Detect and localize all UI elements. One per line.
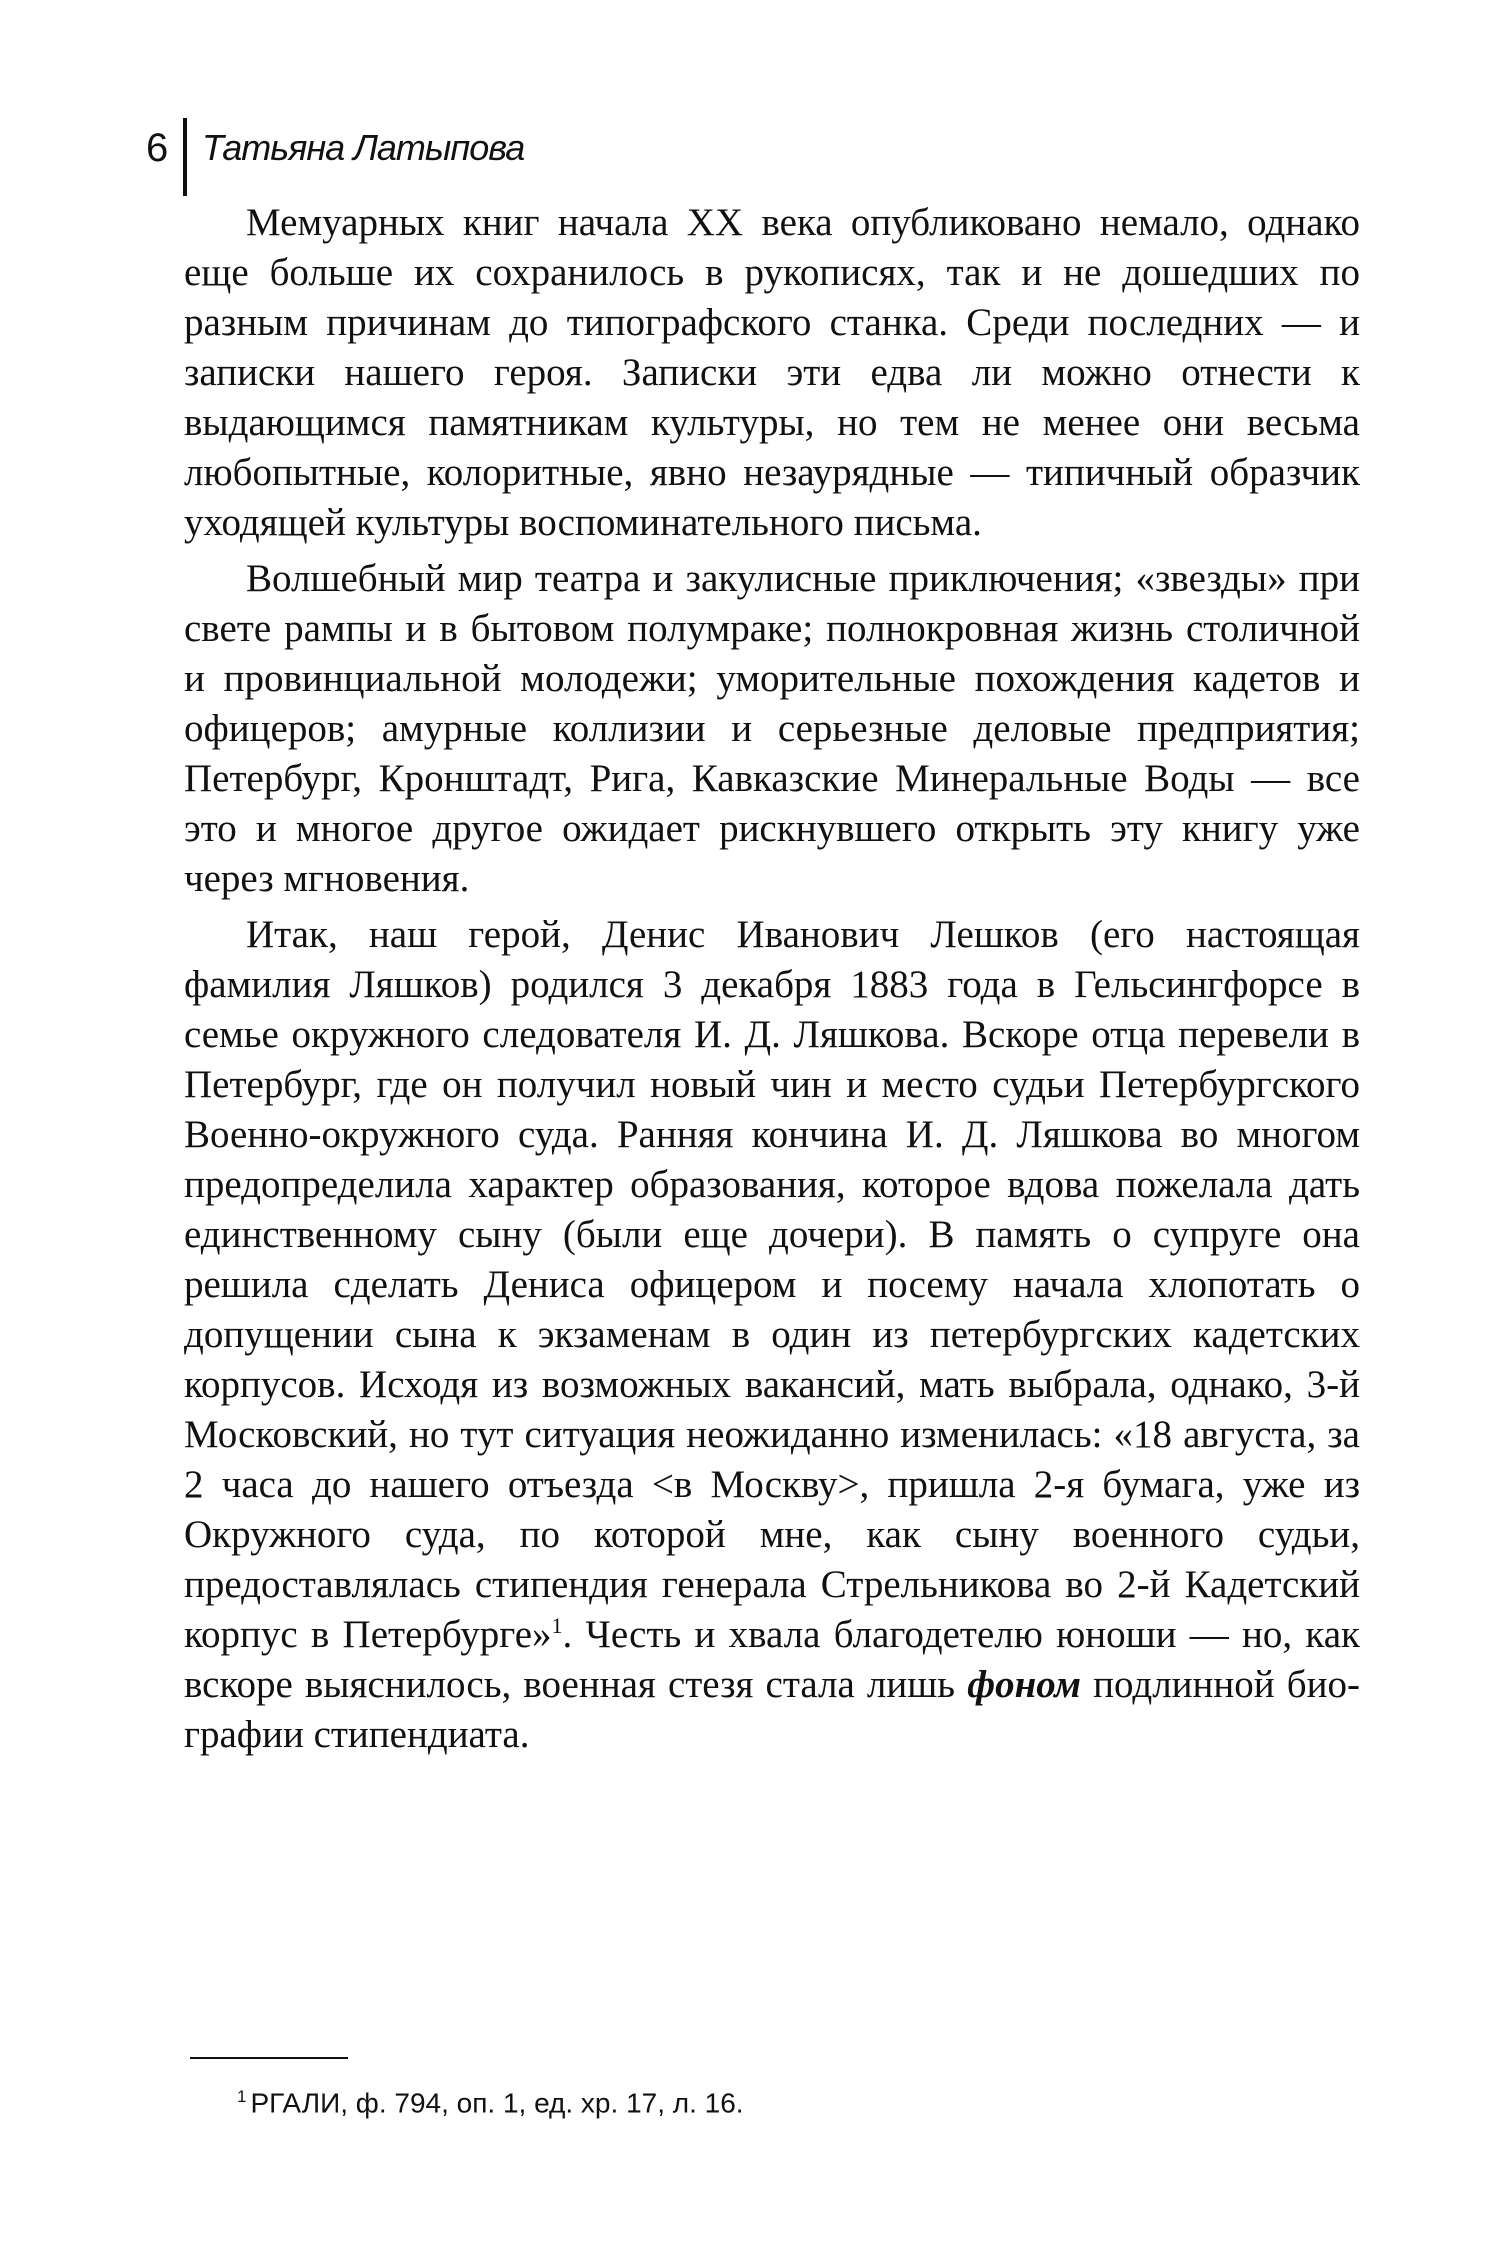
footnote-reference[interactable]: 1 (551, 1613, 563, 1638)
paragraph-1: Мемуарных книг начала XX века опубликовано немало, однако еще больше их сохранилось в рукописях, так и не дошедших по разным причинам до типографского станка. Среди последних — и записки нашего героя. Записки эти едва ли можно отнести к выдающимся памятникам культуры, но тем не менее они весьма любопытные, колоритные, явно незаурядные — типичный образчик уходящей культуры воспоминательного письма. (184, 201, 1360, 544)
paragraph-3 (184, 910, 1360, 1760)
running-head-author: Татьяна Латыпова (202, 127, 525, 168)
emphasized-word: фоном (967, 1663, 1081, 1706)
paragraph-3-part-3: подлинной биографии стипендиата. (184, 1663, 1360, 1756)
footnote-mark: 1 (237, 2087, 247, 2106)
footnote-divider (190, 2057, 348, 2059)
footnote-text: РГАЛИ, ф. 794, оп. 1, ед. хр. 17, л. 16. (250, 2087, 744, 2119)
paragraph-3-part-2: . Честь и хвала благодетелю юноши — но, как вскоре выяснилось, военная стезя стала лишь (184, 1613, 1360, 1706)
paragraph-2: Волшебный мир театра и закулисные приключения; «звезды» при свете рампы и в бытовом полумраке; полнокровная жизнь столичной и провинциальной молодежи; уморительные похождения кадетов и офицеров; амурные коллизии и серьезные деловые предприятия; Петербург, Кронштадт, Рига, Кавказские Минеральные Воды — все это и многое другое ожидает рискнувшего открыть эту книгу уже через мгновения. (184, 557, 1360, 900)
page-number: 6 (146, 126, 169, 170)
header-divider (183, 118, 187, 196)
footnote (237, 2088, 744, 2117)
body-text (184, 198, 1360, 1766)
paragraph-3-part-1: Итак, наш герой, Денис Иванович Лешков (его настоящая фамилия Ляшков) родился 3 декабря 1883 года в Гельсингфорсе в семье окружного следователя И. Д. Ляшкова. Вскоре отца перевели в Петербург, где он получил новый чин и место судьи Петербургского Военно-окружного суда. Ранняя кончина И. Д. Ляшкова во многом предопределила характер образования, которое вдова пожелала дать единственному сыну (были еще дочери). В память о супруге она решила сделать Дениса офицером и посему начала хлопотать о допущении сына к экзаменам в один из петербургских кадетских корпусов. Исходя из возможных вакансий, мать выбрала, однако, 3-й Московский, но тут ситуация неожиданно изменилась: «18 августа, за 2 часа до нашего отъезда <в Москву>, пришла 2-я бумага, уже из Окружного суда, по которой мне, как сыну военного судьи, предоставлялась стипендия генерала Стрельникова во 2-й Кадетский корпус в Петербурге» (184, 913, 1360, 1656)
